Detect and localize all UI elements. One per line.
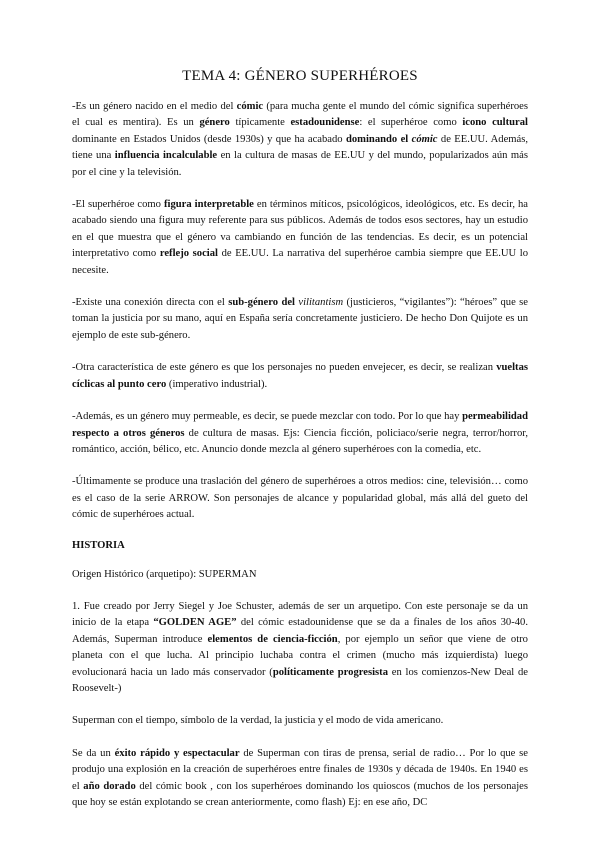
paragraph-interpretable: -El superhéroe como figura interpretable en términos míticos, psicológicos, ideológicos, etc. Es decir, ha acabado siendo una figura muy referente para sus públicos. Además de todos esos sectores, hay un estudio en el que muestra que el género va cambiando en función de las tendencias. Es decir, es un potencial interpretativo como reflejo social de EE.UU. La narrativa del superhéroe cambia siempre que EE.UU lo necesite.: [72, 199, 529, 276]
paragraph-definition: -Es un género nacido en el medio del cómic (para mucha gente el mundo del cómic significa superhéroes el cual es mentira). Es un género típicamente estadounidense: el superhéroe como icono cultural dominante en Estados Unidos (desde 1930s) y que ha acabado dominando el cómic de EE.UU. Además, tiene una influencia incalculable en la cultura de masas de EE.UU y del mundo, popularizados aún más por el cine y la televisión.: [72, 101, 529, 178]
paragraph-translation: -Últimamente se produce una traslación del género de superhéroes a otros medios: cine, televisión… como es el caso de la serie ARROW. Son personajes de alcance y popularidad global, más allá del gueto del cómic de superhéroes actual.: [72, 476, 528, 521]
paragraph-permeable: -Además, es un género muy permeable, es decir, se puede mezclar con todo. Por lo que hay permeabilidad respecto a otros géneros de cultura de masas. Ejs: Ciencia ficción, policiaco/serie negra, terror/horror, romántico, acción, bélico, etc. Anuncio donde mezcla al género superhéroes con la comedia, etc.: [72, 411, 528, 455]
page-title: TEMA 4: GÉNERO SUPERHÉROES: [182, 68, 418, 84]
paragraph-cyclic: -Otra característica de este género es que los personajes no pueden envejecer, es decir, se realizan vueltas cíclicas al punto cero (imperativo industrial).: [72, 362, 528, 390]
section-heading-historia: HISTORIA: [72, 539, 125, 551]
paragraph-success: Se da un éxito rápido y espectacular de Superman con tiras de prensa, serial de radio… Por lo que se produjo una explosión en la creación de superhéroes entre finales de 1930s y década de 1940s. En 1940 es el año dorado del cómic book , con los superhéroes dominando los quioscos (muchos de los personajes que hoy se están explotando se crean anteriormente, como flash) Ej: en ese año, DC: [72, 747, 529, 808]
paragraph-subgenre: -Existe una conexión directa con el sub-género del vilitantism (justicieros, “vigilantes”): “héroes” que se toman la justicia por su mano, aquí en España sería concretamente justiciero. De hecho Don Quijote es un ejemplo de este sub-género.: [72, 297, 529, 341]
paragraph-superman-symbol: Superman con el tiempo, símbolo de la verdad, la justicia y el modo de vida americano.: [72, 715, 444, 727]
paragraph-superman-origin: 1. Fue creado por Jerry Siegel y Joe Schuster, además de ser un arquetipo. Con este personaje se da un inicio de la etapa “GOLDEN AGE” del cómic estadounidense que se da a finales de los años 30-40. Además, Superman introduce elementos de ciencia-ficción, por ejemplo un señor que viene de otro planeta con el que lucha. Al principio luchaba contra el crimen (mucho más izquierdista) luego evolucionará hacia un lado más conservador (políticamente progresista en los comienzos-New Deal de Roosevelt-): [72, 600, 528, 694]
origin-line: Origen Histórico (arquetipo): SUPERMAN: [72, 568, 257, 580]
